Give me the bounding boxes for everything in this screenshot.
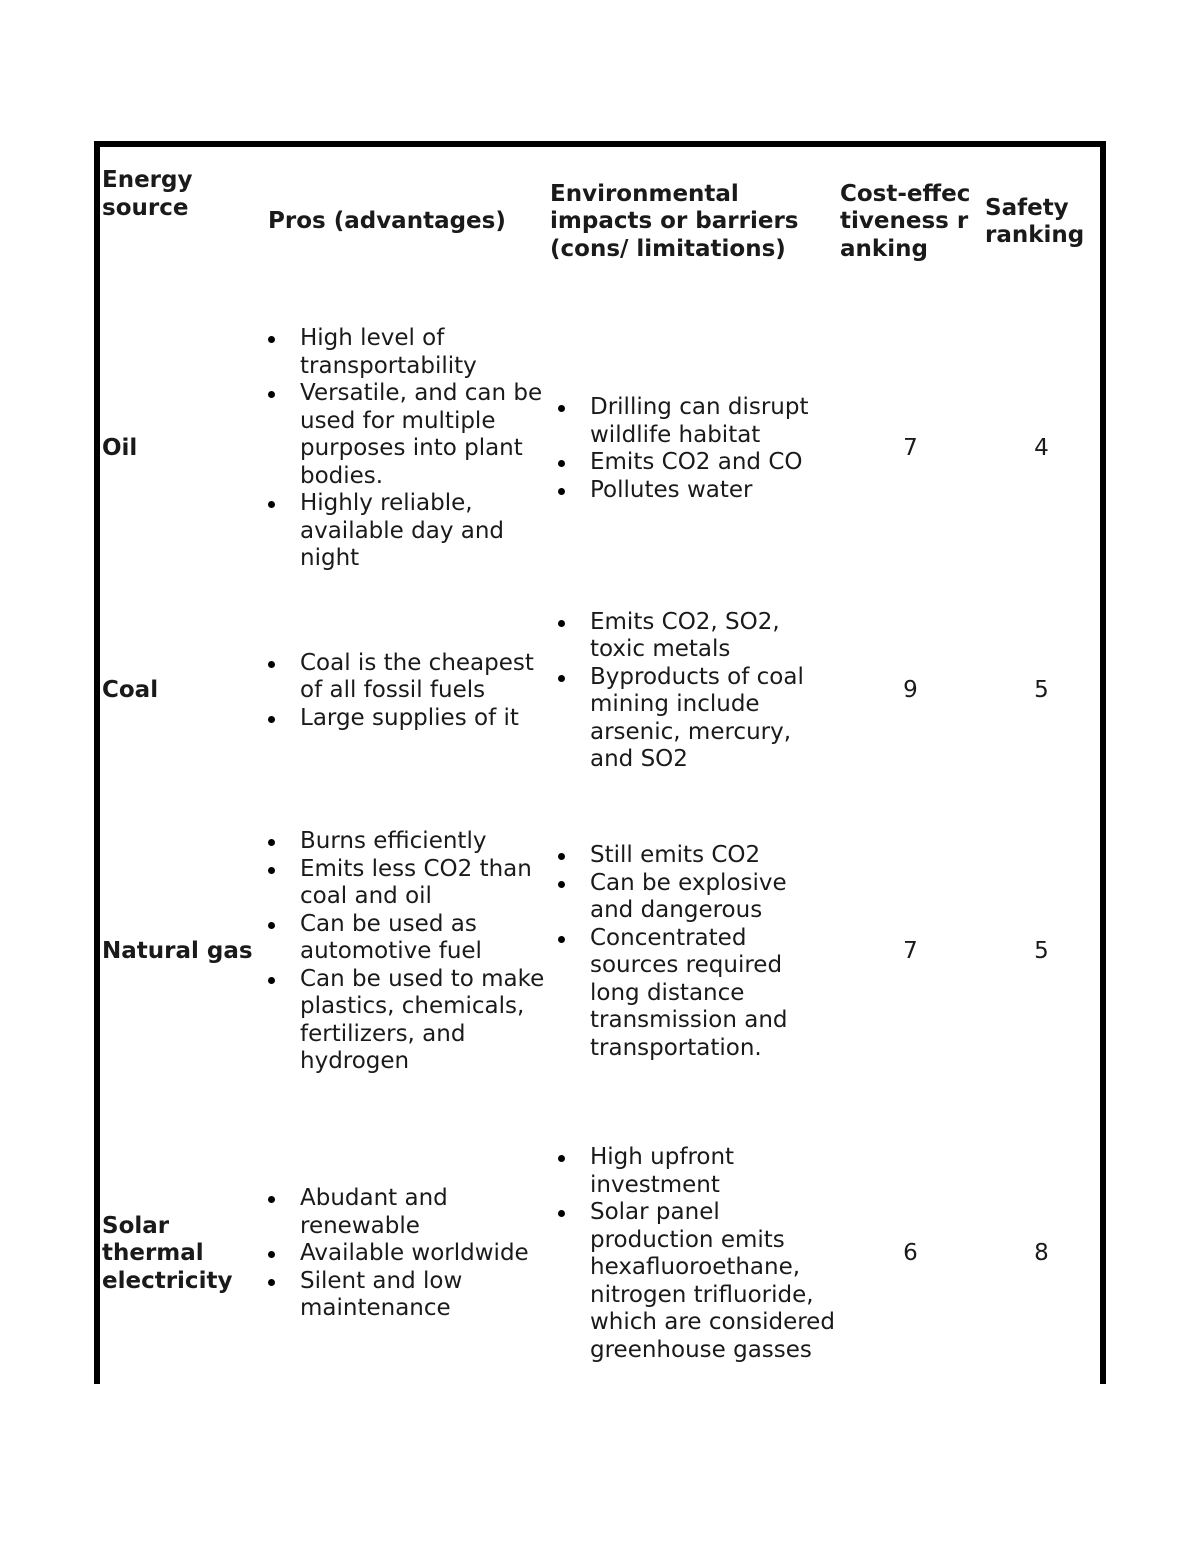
cons-cell [548, 601, 838, 781]
safety-ranking-cell: 5 [1034, 938, 1049, 965]
cons-cell [548, 781, 838, 1123]
list-item: Can be used as automotive fuel [300, 911, 546, 966]
list-item: Solar panel production emits hexafluoroethane, nitrogen trifluoride, which are considered greenhouse gasses [590, 1199, 835, 1363]
pros-cell [258, 601, 548, 781]
list-item: Can be explosive and dangerous [590, 870, 836, 925]
list-item: Emits CO2 and CO [590, 449, 836, 477]
cons-cell [548, 1123, 838, 1385]
safety-ranking-cell: 4 [1034, 435, 1049, 462]
header-pros: Pros (advantages) [268, 208, 506, 235]
header-cost: Cost-effectiveness ranking [840, 180, 971, 262]
header-safety: Safety ranking [985, 194, 1085, 248]
safety-ranking-cell: 5 [1034, 677, 1049, 704]
list-item: Still emits CO2 [590, 842, 836, 870]
energy-source-cell: Natural gas [102, 938, 253, 965]
list-item: Abudant and renewable [300, 1185, 546, 1240]
cost-ranking-cell: 7 [903, 938, 918, 965]
cost-ranking-cell: 7 [903, 435, 918, 462]
safety-ranking-cell: 8 [1034, 1240, 1049, 1267]
list-item: Silent and low maintenance [300, 1268, 546, 1323]
header-cons: Environmental impacts or barriers (cons/ limitations) [550, 180, 799, 262]
list-item: Available worldwide [300, 1240, 546, 1268]
pros-cell [258, 297, 548, 601]
table-row-coal [100, 601, 1100, 781]
table-row-solar [100, 1123, 1100, 1385]
list-item: Concentrated sources required long distance transmission and transportation. [590, 925, 836, 1063]
pros-cell [258, 781, 548, 1123]
list-item: Coal is the cheapest of all fossil fuels [300, 650, 546, 705]
header-energy-source: Energy source [102, 167, 193, 221]
cost-ranking-cell: 6 [903, 1240, 918, 1267]
energy-comparison-table [100, 147, 1100, 1385]
list-item: Large supplies of it [300, 705, 546, 733]
list-item: Highly reliable, available day and night [300, 490, 546, 573]
energy-source-cell: Coal [102, 677, 159, 704]
list-item: Pollutes water [590, 477, 836, 505]
pros-cell [258, 1123, 548, 1385]
list-item: Drilling can disrupt wildlife habitat [590, 394, 836, 449]
list-item: Emits less CO2 than coal and oil [300, 856, 546, 911]
energy-source-cell: Oil [102, 435, 138, 462]
table-header-row [100, 147, 1100, 297]
list-item: High level of transportability [300, 325, 546, 380]
list-item: Can be used to make plastics, chemicals, fertilizers, and hydrogen [300, 965, 545, 1075]
list-item: Byproducts of coal mining include arsenic, mercury, and SO2 [590, 664, 836, 774]
cost-ranking-cell: 9 [903, 677, 918, 704]
table-row-natural-gas [100, 781, 1100, 1123]
list-item: High upfront investment [590, 1144, 836, 1199]
list-item: Burns efficiently [300, 828, 546, 856]
energy-source-cell: Solar thermal electricity [102, 1212, 233, 1294]
list-item: Emits CO2, SO2, toxic metals [590, 609, 836, 664]
cons-cell [548, 297, 838, 601]
table-row-oil [100, 297, 1100, 601]
list-item: Versatile, and can be used for multiple purposes into plant bodies. [300, 380, 546, 490]
